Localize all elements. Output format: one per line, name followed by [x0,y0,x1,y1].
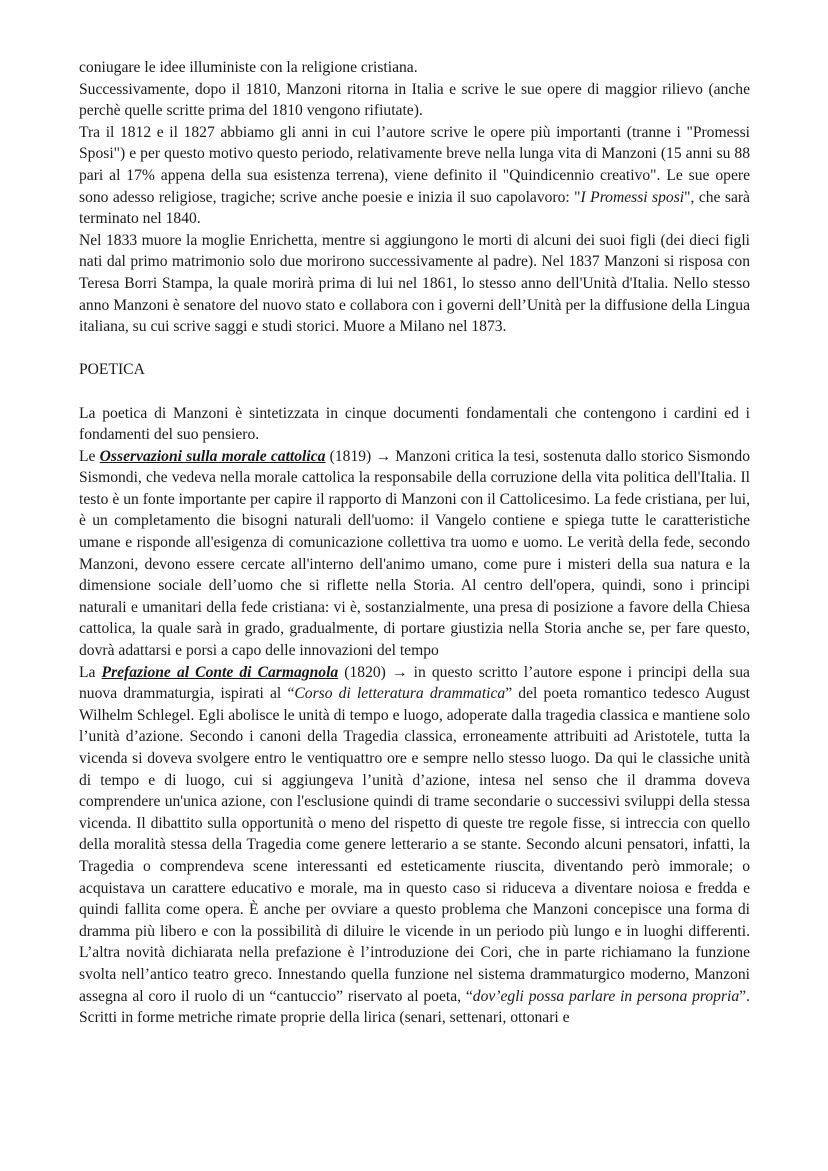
paragraph-text: ”. Scritti in forme metriche rimate proprie della lirica (senari, settenari, ottonari e [79,987,750,1027]
paragraph-text: (1820) → in questo scritto l’autore espone i principi della sua nuova drammaturgia, ispirati al “ [79,663,750,703]
paragraph-text: Le [79,447,100,465]
link-prefazione-conte-carmagnola[interactable]: Prefazione al Conte di Carmagnola [101,663,339,681]
document-page [79,57,750,1029]
paragraph-text: Tra il 1812 e il 1827 abbiamo gli anni in cui l’autore scrive le opere più importanti (tranne i "Promessi Sposi") e per questo motivo questo periodo, relativamente breve nella lunga vita di Manzoni (15 anni su 88 pari al 17% appena della sua esistenza terrena), viene definito il "Quindicennio creativo". Le sue opere sono adesso religiose, tragiche; scrive anche poesie e inizia il suo capolavoro: " [79,123,750,206]
link-osservazioni-morale-cattolica[interactable]: Osservazioni sulla morale cattolica [99,447,326,465]
paragraph-text: ” del poeta romantico tedesco August Wilhelm Schlegel. Egli abolisce le unità di tempo e luogo, adoperate dalla tragedia classica e mantiene solo l’unità d’azione. Secondo i canoni della Tragedia classica, erroneamente attribuiti ad Aristotele, tutta la vicenda si doveva svolgere entro le ventiquattro ore e sempre nello stesso luogo. Da qui le classiche unità di tempo e di luogo, cui si aggiungeva l’unità d’azione, intesa nel senso che il dramma doveva comprendere un'unica azione, con l'esclusione quindi di trame secondarie o successivi sviluppi della stessa vicenda. Il dibattito sulla opportunità o meno del rispetto di queste tre regole fisse, si intreccia con quello della moralità stessa della Tragedia come genere letterario a se stante. Secondo alcuni pensatori, infatti, la Tragedia o comprendeva scene interessanti ed esteticamente riuscita, diventando però immorale; o acquistava un carattere educativo e morale, ma in questo caso si riduceva a diventare noiosa e fredda e quindi fallita come opera. È anche per ovviare a questo problema che Manzoni concepisce una forma di dramma più libero e con la possibilità di diluire le vicende in un periodo più lungo e in luoghi differenti. L’altra novità dichiarata nella prefazione è l’introduzione dei Cori, che in parte richiamano la funzione svolta nell’antico teatro greco. Innestando quella funzione nel sistema drammaturgico moderno, Manzoni assegna al coro il ruolo di un “cantuccio” riservato al poeta, “ [79,685,750,1005]
paragraph-prefazione [79,662,750,1029]
paragraph-text: ", che sarà terminato nel 1840. [79,188,750,228]
paragraph-osservazioni [79,446,750,662]
paragraph-text: (1819) → Manzoni critica la tesi, sostenuta dallo storico Sismondo Sismondi, che vedeva nella morale cattolica la responsabile della corruzione della vita politica dell'Italia. Il testo è un fonte importante per capire il rapporto di Manzoni con il Cattolicesimo. La fede cristiana, per lui, è un completamento die bisogni naturali dell'uomo: il Vangelo contiene e spiega tutte le caratteristiche umane e risponde all'esigenza di comunicazione collettiva tra uomo e uomo. Le verità della fede, secondo Manzoni, devono essere cercate all'interno dell'animo umano, come pure i misteri della sua natura e la dimensione sociale dell’uomo che si riflette nella Storia. Al centro dell'opera, quindi, sono i principi naturali e umanitari della fede cristiana: vi è, sostanzialmente, una presa di posizione a favore della Chiesa cattolica, la quale sarà in grado, gradualmente, di portare giustizia nella Storia anche se, per fare questo, dovrà adattarsi e porsi a capo delle innovazioni del tempo [79,447,750,660]
paragraph-biography-late-life: Nel 1833 muore la moglie Enrichetta, mentre si aggiungono le morti di alcuni dei suoi figli (dei dieci figli nati dal primo matrimonio solo due morirono successivamente al padre). Nel 1837 Manzoni si risposa con Teresa Borri Stampa, la quale morirà prima di lui nel 1861, lo stesso anno dell'Unità d'Italia. Nello stesso anno Manzoni è senatore del nuovo stato e collabora con i governi dell’Unità per la diffusione della Lingua italiana, su cui scrive saggi e studi storici. Muore a Milano nel 1873. [79,231,750,336]
paragraph-poetica-intro: La poetica di Manzoni è sintetizzata in cinque documenti fondamentali che contengono i cardini ed i fondamenti del suo pensiero. [79,404,750,444]
section-heading-poetica: POETICA [79,361,145,379]
paragraph-biography-2: Successivamente, dopo il 1810, Manzoni ritorna in Italia e scrive le sue opere di maggior rilievo (anche perchè quelle scritte prima del 1810 vengono rifiutate). [79,80,750,120]
italic-title-corso-letteratura: Corso di letteratura drammatica [294,685,506,703]
paragraph-biography-1: coniugare le idee illuministe con la religione cristiana. [79,59,418,76]
italic-title-promessi-sposi: I Promessi sposi [580,188,685,206]
paragraph-text: La [79,663,102,681]
italic-quote-manzoni: dov’egli possa parlare in persona propria [472,987,740,1005]
paragraph-quindicennio [79,122,750,230]
